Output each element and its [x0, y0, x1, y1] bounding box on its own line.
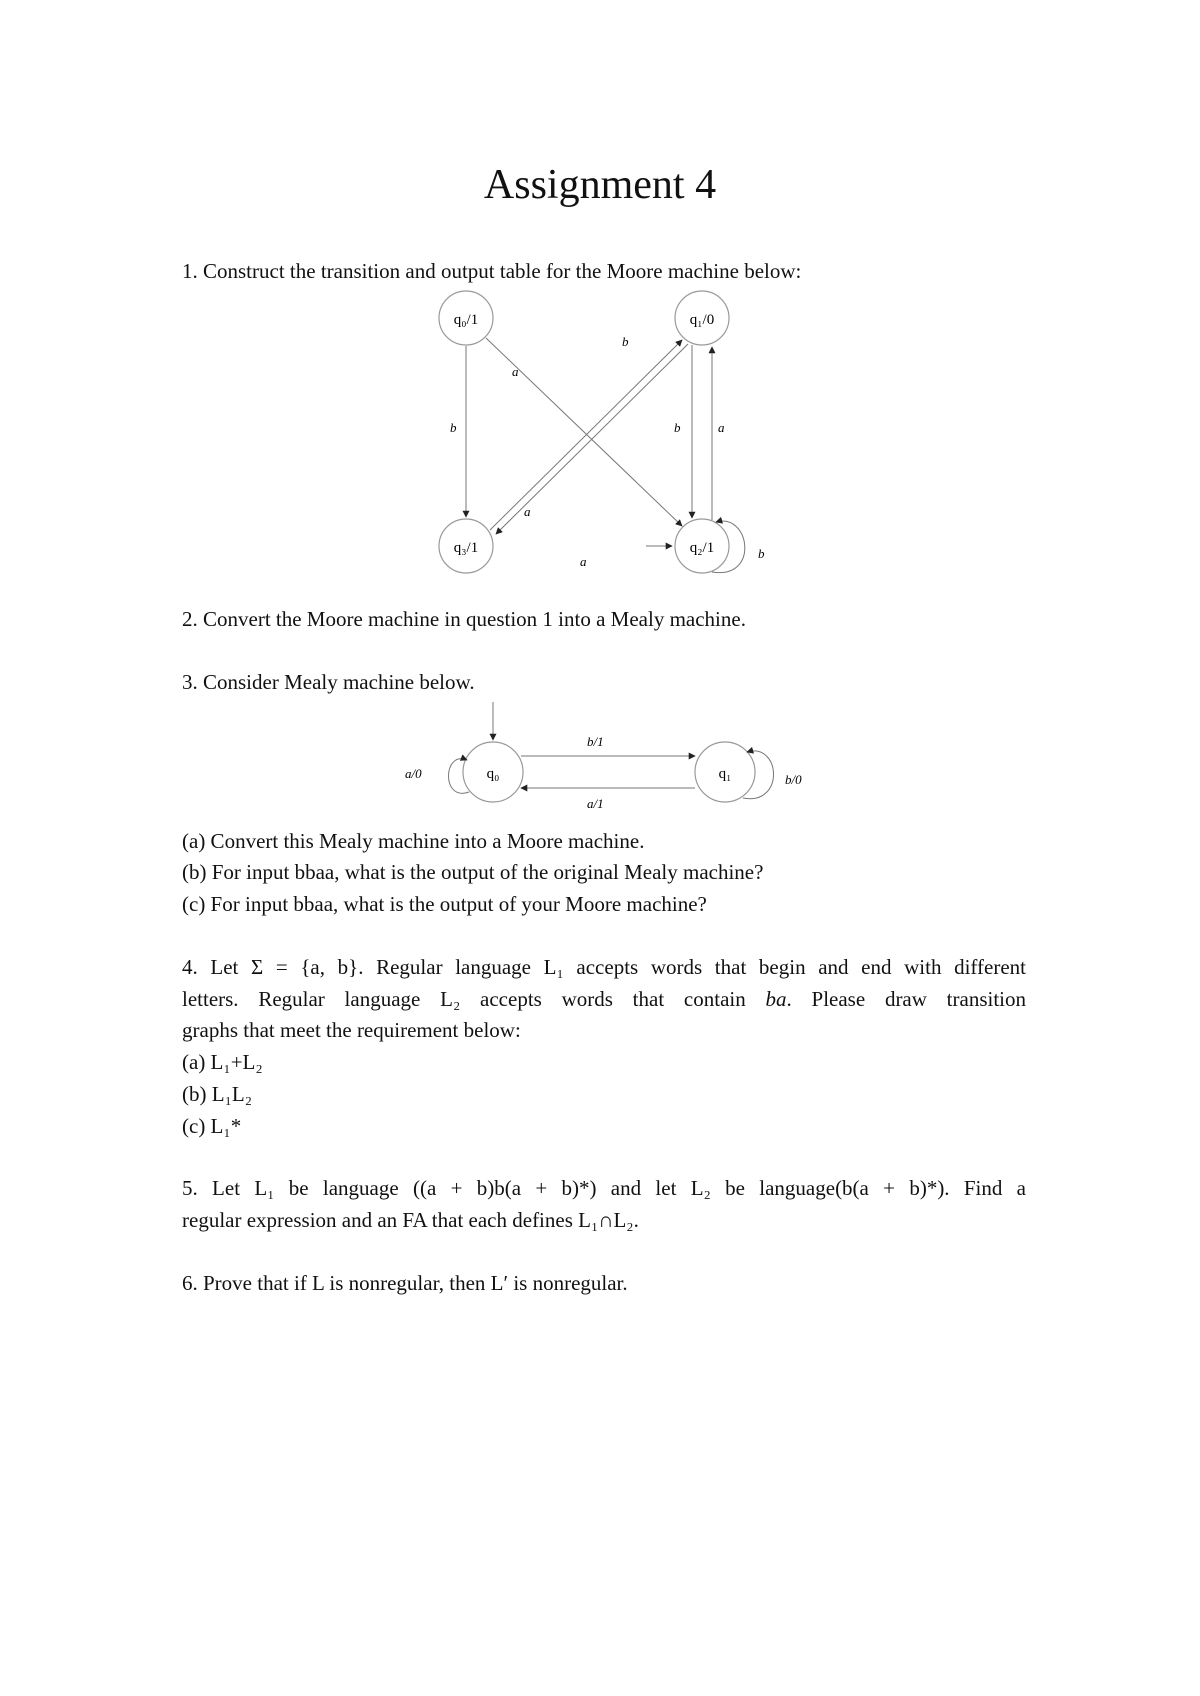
moore-state-q0-label: q₀/1: [453, 312, 479, 328]
moore-state-q0: [439, 291, 493, 345]
mealy-state-q1-label: q₁: [718, 766, 732, 782]
moore-label-q3-q2: a: [580, 554, 587, 569]
question-3a: (a) Convert this Mealy machine into a Moore machine.: [182, 829, 645, 853]
moore-state-q1-label: q₁/0: [689, 312, 715, 328]
question-4-emphasis: ba: [765, 987, 787, 1011]
question-6: 6. Prove that if L is nonregular, then L′ is nonregular.: [182, 1271, 628, 1295]
mealy-label-q1-loop: b/0: [785, 772, 802, 787]
mealy-edge-q0-loop: [449, 759, 470, 794]
question-4-line-2-start: letters. Regular language L₂ accepts words that contain: [182, 987, 766, 1011]
moore-edge-q3-q1: [490, 340, 682, 530]
moore-label-q1-q2: b: [674, 420, 681, 435]
mealy-label-q0-loop: a/0: [405, 766, 422, 781]
question-3b: (b) For input bbaa, what is the output of the original Mealy machine?: [182, 860, 764, 884]
moore-state-q2-label: q₂/1: [689, 540, 715, 556]
question-5-line-2: regular expression and an FA that each defines L₁∩L₂.: [182, 1208, 639, 1232]
mealy-label-q1-q0: a/1: [587, 796, 604, 811]
mealy-state-q0-label: q₀: [486, 766, 500, 782]
question-3c: (c) For input bbaa, what is the output of your Moore machine?: [182, 892, 707, 916]
question-4c: (c) L₁*: [182, 1114, 242, 1138]
mealy-state-q0: [463, 742, 523, 802]
mealy-state-q1: [695, 742, 755, 802]
question-4-line-3: graphs that meet the requirement below:: [182, 1018, 521, 1042]
question-4b: (b) L₁L₂: [182, 1082, 253, 1106]
moore-label-q3-q1: b: [622, 334, 629, 349]
question-3: 3. Consider Mealy machine below.: [182, 670, 475, 694]
moore-label-q1-q3: a: [524, 504, 531, 519]
moore-label-q0-q2: a: [512, 364, 519, 379]
moore-label-q0-q3: b: [450, 420, 457, 435]
moore-machine-diagram: [420, 290, 780, 590]
moore-label-q2-loop: b: [758, 546, 765, 561]
question-1: 1. Construct the transition and output table for the Moore machine below:: [182, 259, 802, 283]
moore-state-q3-label: q₃/1: [453, 540, 479, 556]
moore-state-q1: [675, 291, 729, 345]
question-2: 2. Convert the Moore machine in question 1 into a Mealy machine.: [182, 607, 746, 631]
moore-state-q3: [439, 519, 493, 573]
question-4-line-2: [182, 983, 1026, 1015]
question-4-line-1: 4. Let Σ = {a, b}. Regular language L₁ accepts words that begin and end with different: [182, 955, 1026, 979]
question-4-line-2-end: . Please draw transition: [786, 987, 1027, 1011]
mealy-machine-diagram: [395, 700, 835, 815]
moore-state-q2: [675, 519, 729, 573]
question-4a: (a) L₁+L₂: [182, 1050, 263, 1074]
question-5-line-1: 5. Let L₁ be language ((a + b)b(a + b)*) and let L₂ be language(b(a + b)*). Find a: [182, 1176, 1026, 1200]
moore-label-q2-q1: a: [718, 420, 725, 435]
mealy-label-q0-q1: b/1: [587, 734, 604, 749]
page-title: Assignment 4: [483, 162, 717, 208]
